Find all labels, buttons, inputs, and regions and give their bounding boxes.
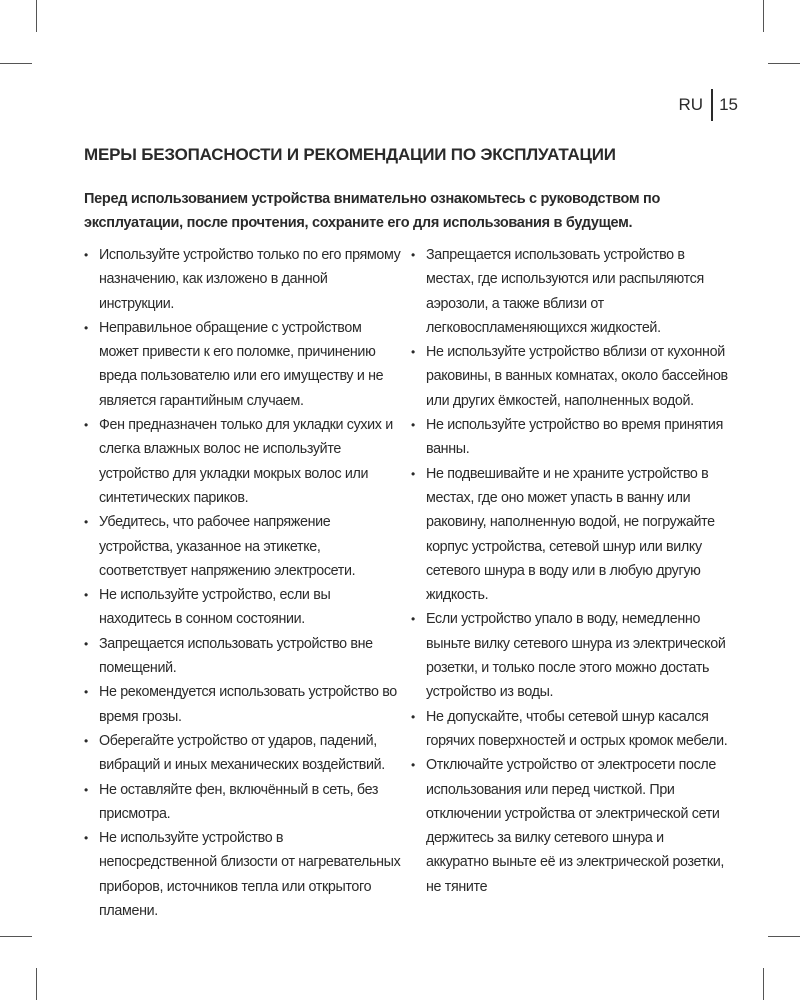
list-item-text: Неправильное обращение с устройством может привести к его поломке, причинению вреда пользователю или его имуществу и не является гарантийным случаем. <box>99 319 384 409</box>
list-item-text: Не допускайте, чтобы сетевой шнур касался горячих поверхностей и острых кромок мебели. <box>426 708 728 749</box>
list-item-text: Не используйте устройство вблизи от кухонной раковины, в ванных комнатах, около бассейнов или других ёмкостей, наполненных водой. <box>426 344 728 409</box>
list-item <box>84 778 402 827</box>
list-item <box>411 340 729 413</box>
list-item-text: Не используйте устройство в непосредственной близости от нагревательных приборов, источников тепла или открытого пламени. <box>99 830 401 920</box>
list-item <box>84 583 402 632</box>
bullet-icon: • <box>411 248 415 262</box>
list-item-text: Не рекомендуется использовать устройство во время грозы. <box>99 684 397 725</box>
page-header <box>679 89 738 121</box>
bullet-icon: • <box>84 733 88 748</box>
list-item <box>411 413 729 462</box>
bullet-icon: • <box>84 320 88 335</box>
list-item <box>84 510 402 583</box>
list-item-text: Убедитесь, что рабочее напряжение устройства, указанное на этикетке, соответствует напряжению электросети. <box>99 514 356 579</box>
bullet-icon: • <box>84 418 88 433</box>
list-item-text: Запрещается использовать устройство в местах, где используются или распыляются аэрозоли, а также вблизи от легковоспламеняющихся жидкостей. <box>426 247 704 336</box>
bullet-icon: • <box>84 782 88 797</box>
list-item <box>84 680 402 729</box>
language-code: RU <box>678 95 704 114</box>
crop-mark <box>768 63 800 64</box>
intro-paragraph: Перед использованием устройства внимательно ознакомьтесь с руководством по эксплуатации, после прочтения, сохраните его для использования в будущем. <box>84 191 661 231</box>
list-item <box>84 632 402 681</box>
list-item <box>84 413 402 510</box>
left-column-list <box>84 243 402 923</box>
crop-mark <box>0 936 32 937</box>
list-item-text: Оберегайте устройство от ударов, падений, вибраций и иных механических воздействий. <box>99 732 385 774</box>
list-item-text: Отключайте устройство от электросети после использования или перед чисткой. При отключении устройства от электрической сети держитесь за вилку сетевого шнура и аккуратно выньте её из электрической розетки, не тяните <box>426 757 725 895</box>
bullet-icon: • <box>84 588 88 603</box>
bullet-icon: • <box>84 831 88 846</box>
crop-mark <box>36 0 37 32</box>
list-item-text: Не используйте устройство во время принятия ванны. <box>426 417 723 458</box>
list-item-text: Запрещается использовать устройство вне помещений. <box>99 635 373 677</box>
bullet-icon: • <box>411 758 415 773</box>
list-item <box>411 243 729 340</box>
bullet-icon: • <box>84 685 88 700</box>
list-item <box>411 705 729 754</box>
bullet-icon: • <box>411 709 415 724</box>
list-item-text: Фен предназначен только для укладки сухих и слегка влажных волос не используйте устройство для укладки мокрых волос или синтетических париков. <box>99 417 393 506</box>
list-item <box>84 826 402 923</box>
bullet-icon: • <box>411 466 415 481</box>
section-title: МЕРЫ БЕЗОПАСНОСТИ И РЕКОМЕНДАЦИИ ПО ЭКСПЛУАТАЦИИ <box>84 145 616 164</box>
page-number: 15 <box>719 95 738 114</box>
crop-mark <box>763 0 764 32</box>
bullet-icon: • <box>84 636 88 651</box>
crop-mark <box>763 968 764 1000</box>
list-item-text: Используйте устройство только по его прямому назначению, как изложено в данной инструкции. <box>99 247 401 312</box>
list-item <box>84 316 402 413</box>
header-separator <box>711 89 713 121</box>
list-item <box>411 462 729 608</box>
crop-mark <box>768 936 800 937</box>
bullet-icon: • <box>84 248 88 262</box>
bullet-icon: • <box>411 345 415 360</box>
list-item-text: Не используйте устройство, если вы находитесь в сонном состоянии. <box>99 587 331 628</box>
list-item <box>411 753 729 899</box>
list-item-text: Если устройство упало в воду, немедленно выньте вилку сетевого шнура из электрической розетки, и только после этого можно достать устройство из воды. <box>426 611 726 701</box>
bullet-icon: • <box>84 515 88 530</box>
list-item-text: Не оставляйте фен, включённый в сеть, без присмотра. <box>99 781 379 822</box>
list-item <box>84 243 402 316</box>
crop-mark <box>36 968 37 1000</box>
crop-mark <box>0 63 32 64</box>
list-item <box>411 607 729 704</box>
right-column-list <box>411 243 729 899</box>
list-item-text: Не подвешивайте и не храните устройство в местах, где оно может упасть в ванну или раковину, наполненную водой, не погружайте корпус устройства, сетевой шнур или вилку сетевого шнура в воду или в любую другую жидкость. <box>426 465 715 604</box>
bullet-icon: • <box>411 612 415 627</box>
list-item <box>84 729 402 778</box>
bullet-icon: • <box>411 418 415 433</box>
